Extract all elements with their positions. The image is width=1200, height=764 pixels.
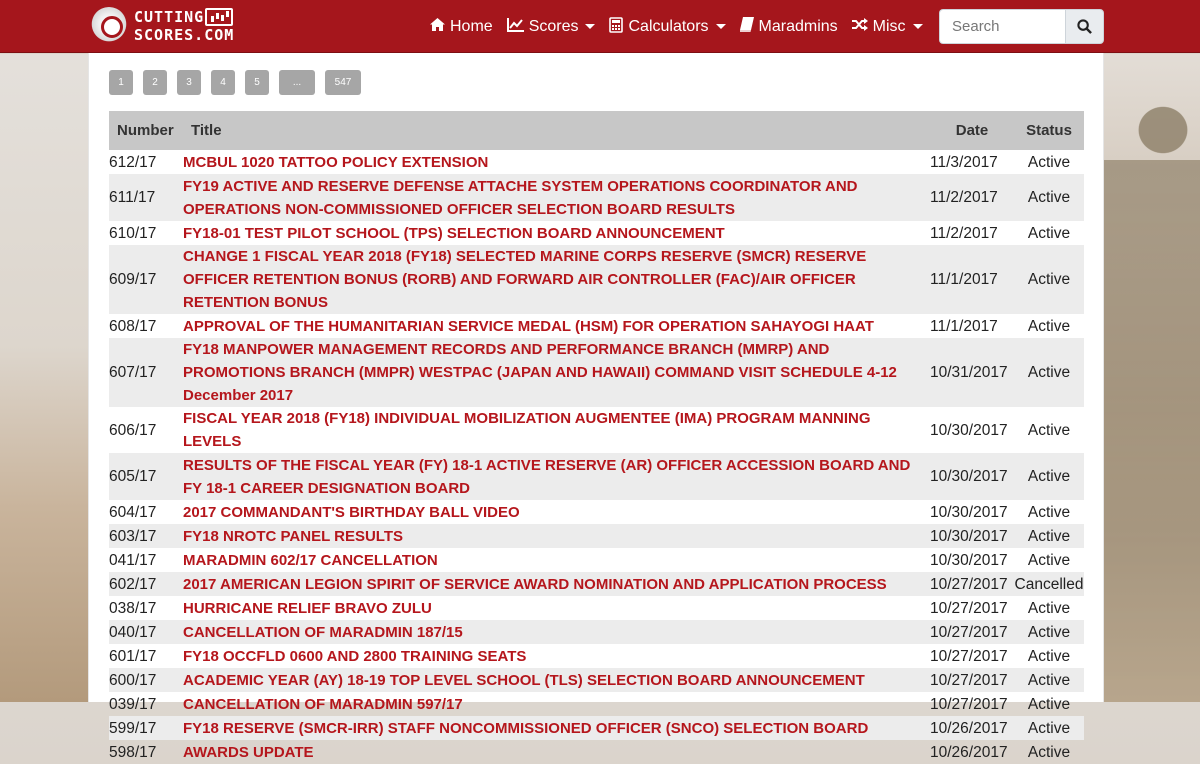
table-body <box>109 150 1084 764</box>
cell-status: Active <box>1027 468 1071 485</box>
table-row <box>109 221 1084 245</box>
logo-line-1: CUTTING <box>134 8 205 26</box>
cell-number: 598/17 <box>109 743 157 761</box>
table-row <box>109 548 1084 572</box>
nav-item-home[interactable] <box>430 18 493 36</box>
nav-label-calculators: Calculators <box>628 17 709 35</box>
cell-title <box>183 740 930 764</box>
maradmin-link[interactable]: CANCELLATION OF MARADMIN 597/17 <box>183 695 463 713</box>
table-header-row <box>109 111 1084 150</box>
cell-status: Active <box>1027 503 1071 521</box>
cell-date: 10/31/2017 <box>930 364 1008 381</box>
cell-title <box>183 453 930 500</box>
cell-status: Active <box>1027 271 1071 288</box>
table-row <box>109 407 1084 453</box>
cell-title <box>183 644 930 668</box>
table-row <box>109 245 1084 314</box>
chevron-down-icon <box>913 24 923 29</box>
cell-date: 10/27/2017 <box>930 575 1008 593</box>
maradmin-link[interactable]: FY19 ACTIVE AND RESERVE DEFENSE ATTACHE SYSTEM OPERATIONS COORDINATOR AND OPERATIONS NON-COMMISSIONED OFFICER SELECTION BOARD RESULTS <box>183 177 858 218</box>
cell-status: Active <box>1027 364 1071 381</box>
cell-status: Active <box>1027 719 1071 737</box>
cell-status: Active <box>1027 599 1071 617</box>
maradmin-link[interactable]: APPROVAL OF THE HUMANITARIAN SERVICE MEDAL (HSM) FOR OPERATION SAHAYOGI HAAT <box>183 317 874 335</box>
maradmin-link[interactable]: MARADMIN 602/17 CANCELLATION <box>183 551 438 569</box>
page-button-3[interactable]: 3 <box>177 70 201 95</box>
cell-date: 11/1/2017 <box>930 271 998 288</box>
chevron-down-icon <box>585 24 595 29</box>
nav-label-home: Home <box>450 17 493 35</box>
monitor-chart-icon <box>205 8 233 26</box>
page-button-last[interactable]: 547 <box>325 70 361 95</box>
search-input[interactable] <box>939 9 1065 44</box>
table-row <box>109 524 1084 548</box>
table-row <box>109 692 1084 716</box>
cell-status: Active <box>1027 743 1071 761</box>
site-logo[interactable] <box>90 4 240 48</box>
cell-date: 10/26/2017 <box>930 743 1008 761</box>
column-header-number[interactable]: Number <box>117 122 174 139</box>
page-button-1[interactable]: 1 <box>109 70 133 95</box>
cell-number: 607/17 <box>109 364 157 381</box>
search-button[interactable] <box>1065 9 1104 44</box>
cell-title <box>183 596 930 620</box>
book-icon <box>740 17 754 36</box>
random-icon <box>852 18 868 35</box>
cell-number: 600/17 <box>109 671 157 689</box>
cell-title <box>183 572 930 596</box>
nav-item-calculators[interactable] <box>609 17 725 37</box>
cell-number: 601/17 <box>109 647 157 665</box>
cell-date: 10/30/2017 <box>930 551 1008 569</box>
cell-number: 605/17 <box>109 468 157 485</box>
pagination <box>109 70 371 95</box>
marine-emblem-icon <box>90 7 128 45</box>
cell-status: Active <box>1027 224 1071 242</box>
line-chart-icon <box>507 18 524 36</box>
cell-date: 10/27/2017 <box>930 599 1008 617</box>
cell-number: 041/17 <box>109 551 157 569</box>
table-row <box>109 716 1084 740</box>
background-soldier-image <box>1103 90 1200 702</box>
cell-title <box>183 174 930 221</box>
cell-status: Active <box>1027 623 1071 641</box>
cell-title <box>183 245 930 314</box>
cell-title <box>183 692 930 716</box>
column-header-title[interactable]: Title <box>191 122 222 139</box>
table-row <box>109 174 1084 221</box>
cell-number: 609/17 <box>109 271 157 288</box>
cell-number: 606/17 <box>109 421 157 439</box>
cell-date: 10/30/2017 <box>930 468 1008 485</box>
maradmin-link[interactable]: 2017 AMERICAN LEGION SPIRIT OF SERVICE AWARD NOMINATION AND APPLICATION PROCESS <box>183 575 887 593</box>
cell-status: Active <box>1027 317 1071 335</box>
maradmin-link[interactable]: FISCAL YEAR 2018 (FY18) INDIVIDUAL MOBILIZATION AUGMENTEE (IMA) PROGRAM MANNING LEVELS <box>183 410 871 450</box>
table-row <box>109 338 1084 407</box>
table-row <box>109 453 1084 500</box>
cell-number: 612/17 <box>109 153 157 171</box>
maradmin-link[interactable]: CANCELLATION OF MARADMIN 187/15 <box>183 623 463 641</box>
cell-number: 039/17 <box>109 695 157 713</box>
nav-label-maradmins: Maradmins <box>758 17 838 35</box>
table-row <box>109 500 1084 524</box>
cell-title <box>183 716 930 740</box>
table-row <box>109 740 1084 764</box>
cell-title <box>183 338 930 407</box>
calculator-icon <box>609 17 623 37</box>
cell-status: Active <box>1027 421 1071 439</box>
cell-number: 040/17 <box>109 623 157 641</box>
search-icon <box>1077 19 1092 34</box>
cell-status: Active <box>1027 671 1071 689</box>
maradmin-link[interactable]: FY18-01 TEST PILOT SCHOOL (TPS) SELECTION BOARD ANNOUNCEMENT <box>183 224 725 242</box>
cell-status: Cancelled <box>1014 575 1084 593</box>
cell-title <box>183 668 930 692</box>
cell-status: Active <box>1027 527 1071 545</box>
table-row <box>109 314 1084 338</box>
cell-title <box>183 620 930 644</box>
nav-label-misc: Misc <box>872 17 906 35</box>
cell-date: 11/3/2017 <box>930 153 998 171</box>
page-button-5[interactable]: 5 <box>245 70 269 95</box>
page-ellipsis[interactable]: ... <box>279 70 315 95</box>
maradmin-link[interactable]: MCBUL 1020 TATTOO POLICY EXTENSION <box>183 153 489 171</box>
cell-date: 11/1/2017 <box>930 317 998 335</box>
top-navbar <box>0 0 1200 53</box>
nav-label-scores: Scores <box>528 17 579 35</box>
column-header-status[interactable]: Status <box>1026 122 1072 139</box>
cell-number: 608/17 <box>109 317 157 335</box>
logo-line-2: SCORES.COM <box>134 26 235 44</box>
maradmin-link[interactable]: FY18 RESERVE (SMCR-IRR) STAFF NONCOMMISSIONED OFFICER (SNCO) SELECTION BOARD <box>183 719 869 737</box>
search-form <box>939 9 1104 44</box>
nav-item-misc[interactable] <box>852 18 923 36</box>
chevron-down-icon <box>716 24 726 29</box>
cell-date: 10/30/2017 <box>930 527 1008 545</box>
cell-number: 038/17 <box>109 599 157 617</box>
cell-date: 11/2/2017 <box>930 189 998 206</box>
cell-number: 602/17 <box>109 575 157 593</box>
table-row <box>109 150 1084 174</box>
maradmin-link[interactable]: FY18 OCCFLD 0600 AND 2800 TRAINING SEATS <box>183 647 527 665</box>
column-header-date[interactable]: Date <box>955 122 989 139</box>
table-row <box>109 668 1084 692</box>
maradmin-link[interactable]: HURRICANE RELIEF BRAVO ZULU <box>183 599 432 617</box>
maradmin-link[interactable]: FY18 MANPOWER MANAGEMENT RECORDS AND PERFORMANCE BRANCH (MMRP) AND PROMOTIONS BRANCH (MMPR) WESTPAC (JAPAN AND HAWAII) COMMAND VISIT SCHEDULE 4-12 December 2017 <box>183 341 897 404</box>
cell-title <box>183 314 930 338</box>
maradmin-link[interactable]: RESULTS OF THE FISCAL YEAR (FY) 18-1 ACTIVE RESERVE (AR) OFFICER ACCESSION BOARD AND FY 18-1 CAREER DESIGNATION BOARD <box>183 456 911 497</box>
cell-title <box>183 500 930 524</box>
nav-item-maradmins[interactable] <box>740 17 838 36</box>
cell-title <box>183 524 930 548</box>
cell-title <box>183 548 930 572</box>
maradmin-link[interactable]: 2017 COMMANDANT'S BIRTHDAY BALL VIDEO <box>183 503 520 521</box>
cell-number: 611/17 <box>109 189 156 206</box>
maradmin-link[interactable]: AWARDS UPDATE <box>183 743 314 761</box>
content-panel <box>88 53 1104 761</box>
cell-status: Active <box>1027 695 1071 713</box>
background-left <box>0 54 90 702</box>
main-nav <box>430 0 937 53</box>
cell-number: 603/17 <box>109 527 157 545</box>
cell-title <box>183 407 930 453</box>
cell-date: 11/2/2017 <box>930 224 998 242</box>
cell-date: 10/30/2017 <box>930 503 1008 521</box>
cell-number: 610/17 <box>109 224 157 242</box>
cell-number: 604/17 <box>109 503 157 521</box>
cell-date: 10/27/2017 <box>930 695 1008 713</box>
cell-status: Active <box>1027 551 1071 569</box>
cell-date: 10/26/2017 <box>930 719 1008 737</box>
table-row <box>109 572 1084 596</box>
cell-status: Active <box>1027 647 1071 665</box>
cell-date: 10/30/2017 <box>930 421 1008 439</box>
page-button-4[interactable]: 4 <box>211 70 235 95</box>
cell-date: 10/27/2017 <box>930 671 1008 689</box>
cell-status: Active <box>1027 189 1071 206</box>
cell-title <box>183 221 930 245</box>
table-row <box>109 620 1084 644</box>
nav-item-scores[interactable] <box>507 18 596 36</box>
page-button-2[interactable]: 2 <box>143 70 167 95</box>
home-icon <box>430 18 445 35</box>
table-row <box>109 644 1084 668</box>
maradmin-link[interactable]: FY18 NROTC PANEL RESULTS <box>183 527 404 545</box>
maradmin-link[interactable]: ACADEMIC YEAR (AY) 18-19 TOP LEVEL SCHOOL (TLS) SELECTION BOARD ANNOUNCEMENT <box>183 671 865 689</box>
maradmin-link[interactable]: CHANGE 1 FISCAL YEAR 2018 (FY18) SELECTED MARINE CORPS RESERVE (SMCR) RESERVE OFFICER RETENTION BONUS (RORB) AND FORWARD AIR CONTROLLER (FAC)/AIR OFFICER RETENTION BONUS <box>183 248 867 311</box>
cell-date: 10/27/2017 <box>930 623 1008 641</box>
cell-status: Active <box>1027 153 1071 171</box>
cell-number: 599/17 <box>109 719 157 737</box>
table-row <box>109 596 1084 620</box>
cell-date: 10/27/2017 <box>930 647 1008 665</box>
cell-title <box>183 150 930 174</box>
maradmins-table <box>109 111 1084 764</box>
